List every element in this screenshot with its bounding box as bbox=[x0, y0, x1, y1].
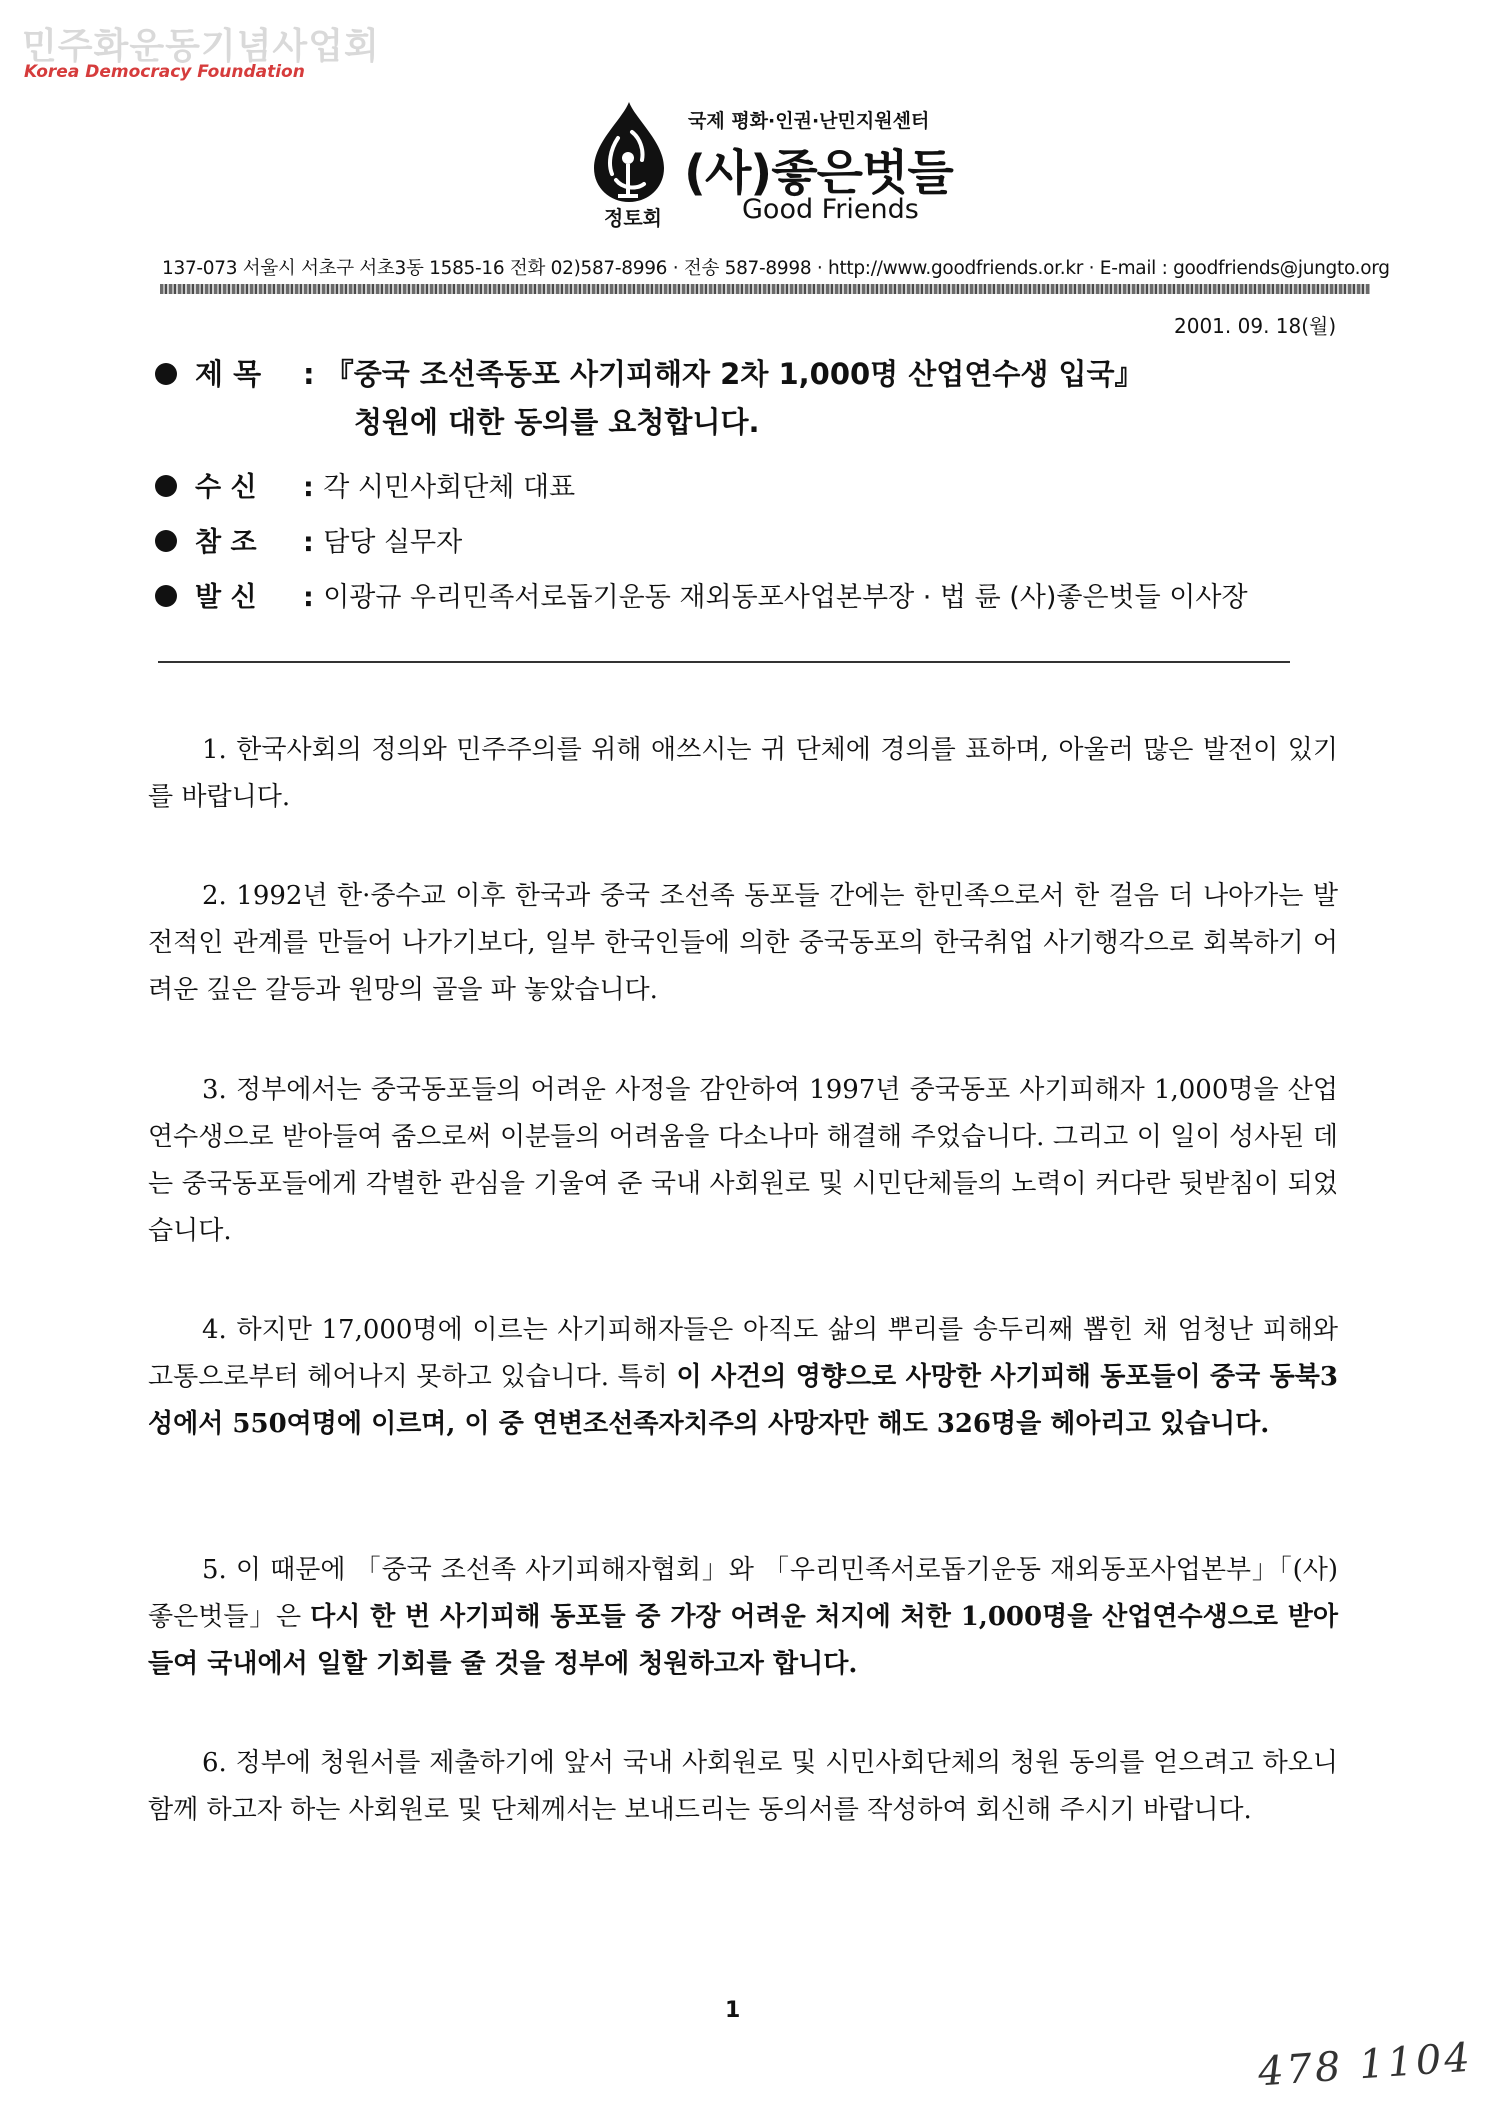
organization-name: (사)좋은벗들 bbox=[684, 145, 953, 201]
organization-logo-icon bbox=[588, 98, 670, 218]
paragraph-3: 3. 정부에서는 중국동포들의 어려운 사정을 감안하여 1997년 중국동포 사기피해자 1,000명을 산업연수생으로 받아들여 줌으로써 이분들의 어려움을 다소나마 해결해 주었습니다. 그리고 이 일이 성사된 데는 중국동포들에게 각별한 관심을 기울여 준 국내 사회원로 및 시민단체들의 노력이 커다란 뒷받침이 되었습니다. bbox=[148, 1075, 1338, 1246]
sender-value: 이광규 우리민족서로돕기운동 재외동포사업본부장 · 법 륜 (사)좋은벗들 이사장 bbox=[323, 582, 1248, 613]
recipient-label: 수 신 bbox=[195, 472, 257, 503]
letterhead-rule bbox=[160, 284, 1370, 294]
page-number: 1 bbox=[725, 1998, 741, 2023]
watermark-korean: 민주화운동기념사업회 bbox=[22, 26, 380, 67]
bullet-icon bbox=[155, 530, 177, 552]
paragraph-4: 4. 하지만 17,000명에 이르는 사기피해자들은 아직도 삶의 뿌리를 송두리째 뽑힌 채 엄청난 피해와 고통으로부터 헤어나지 못하고 있습니다. 특히 이 사건의 영향으로 사망한 사기피해 동포들이 중국 동북3성에서 550여명에 이르며, 이 중 연변조선족자치주의 사망자만 해도 326명을 헤아리고 있습니다. bbox=[148, 1315, 1339, 1439]
header-divider bbox=[158, 661, 1290, 663]
paragraph-2: 2. 1992년 한·중수교 이후 한국과 중국 조선족 동포들 간에는 한민족으로서 한 걸음 더 나아가는 발전적인 관계를 만들어 나가기보다, 일부 한국인들에 의한 중국동포의 한국취업 사기행각으로 회복하기 어려운 깊은 갈등과 원망의 골을 파 놓았습니다. bbox=[148, 881, 1338, 1005]
subject-field: 제 목 : 『중국 조선족동포 사기피해자 2차 1,000명 산업연수생 입국』 bbox=[155, 352, 1143, 393]
document-date: 2001. 09. 18(월) bbox=[1174, 314, 1337, 338]
sender-field: 발 신 : 이광규 우리민족서로돕기운동 재외동포사업본부장 · 법 륜 (사)좋은벗들 이사장 bbox=[155, 575, 1248, 614]
paragraph-5: 5. 이 때문에 「중국 조선족 사기피해자협회」와 「우리민족서로돕기운동 재외동포사업본부」「(사)좋은벗들」은 다시 한 번 사기피해 동포들 중 가장 어려운 처지에 처한 1,000명을 산업연수생으로 받아들여 국내에서 일할 기회를 줄 것을 정부에 청원하고자 합니다. bbox=[148, 1555, 1338, 1679]
recipient-value: 각 시민사회단체 대표 bbox=[323, 472, 576, 503]
paragraph-1: 1. 한국사회의 정의와 민주주의를 위해 애쓰시는 귀 단체에 경의를 표하며, 아울러 많은 발전이 있기를 바랍니다. bbox=[148, 735, 1338, 812]
bullet-icon bbox=[155, 363, 177, 385]
subject-line-1: 『중국 조선족동포 사기피해자 2차 1,000명 산업연수생 입국』 bbox=[324, 357, 1144, 391]
watermark-english: Korea Democracy Foundation bbox=[24, 62, 305, 82]
handwritten-note: 478 1104 bbox=[1256, 2034, 1475, 2096]
subject-line-2: 청원에 대한 동의를 요청합니다. bbox=[354, 405, 760, 439]
bullet-icon bbox=[155, 475, 177, 497]
paragraph-4-emphasis: 이 사건의 영향으로 사망한 사기피해 동포들이 중국 동북3성에서 550여명에 이르며, 이 중 연변조선족자치주의 사망자만 해도 326명을 헤아리고 있습니다. bbox=[148, 1362, 1339, 1439]
organization-name-english: Good Friends bbox=[742, 194, 919, 225]
organization-subtitle: 국제 평화·인권·난민지원센터 bbox=[688, 110, 930, 132]
paragraph-6: 6. 정부에 청원서를 제출하기에 앞서 국내 사회원로 및 시민사회단체의 청원 동의를 얻으려고 하오니 함께 하고자 하는 사회원로 및 단체께서는 보내드리는 동의서를 작성하여 회신해 주시기 바랍니다. bbox=[148, 1748, 1338, 1825]
reference-value: 담당 실무자 bbox=[323, 527, 463, 558]
reference-label: 참 조 bbox=[195, 527, 257, 558]
sender-label: 발 신 bbox=[195, 582, 257, 613]
subject-label: 제 목 bbox=[195, 357, 262, 391]
recipient-field: 수 신 : 각 시민사회단체 대표 bbox=[155, 465, 575, 504]
paragraph-5-emphasis: 다시 한 번 사기피해 동포들 중 가장 어려운 처지에 처한 1,000명을 산업연수생으로 받아들여 국내에서 일할 기회를 줄 것을 정부에 청원하고자 합니다. bbox=[148, 1602, 1338, 1679]
logo-tag: 정토회 bbox=[604, 206, 662, 230]
bullet-icon bbox=[155, 585, 177, 607]
contact-address: 137-073 서울시 서초구 서초3동 1585-16 전화 02)587-8996 · 전송 587-8998 · http://www.goodfriends.or.kr · E-mail : goodfriends@jungto.org bbox=[162, 258, 1390, 279]
reference-field: 참 조 : 담당 실무자 bbox=[155, 520, 462, 559]
